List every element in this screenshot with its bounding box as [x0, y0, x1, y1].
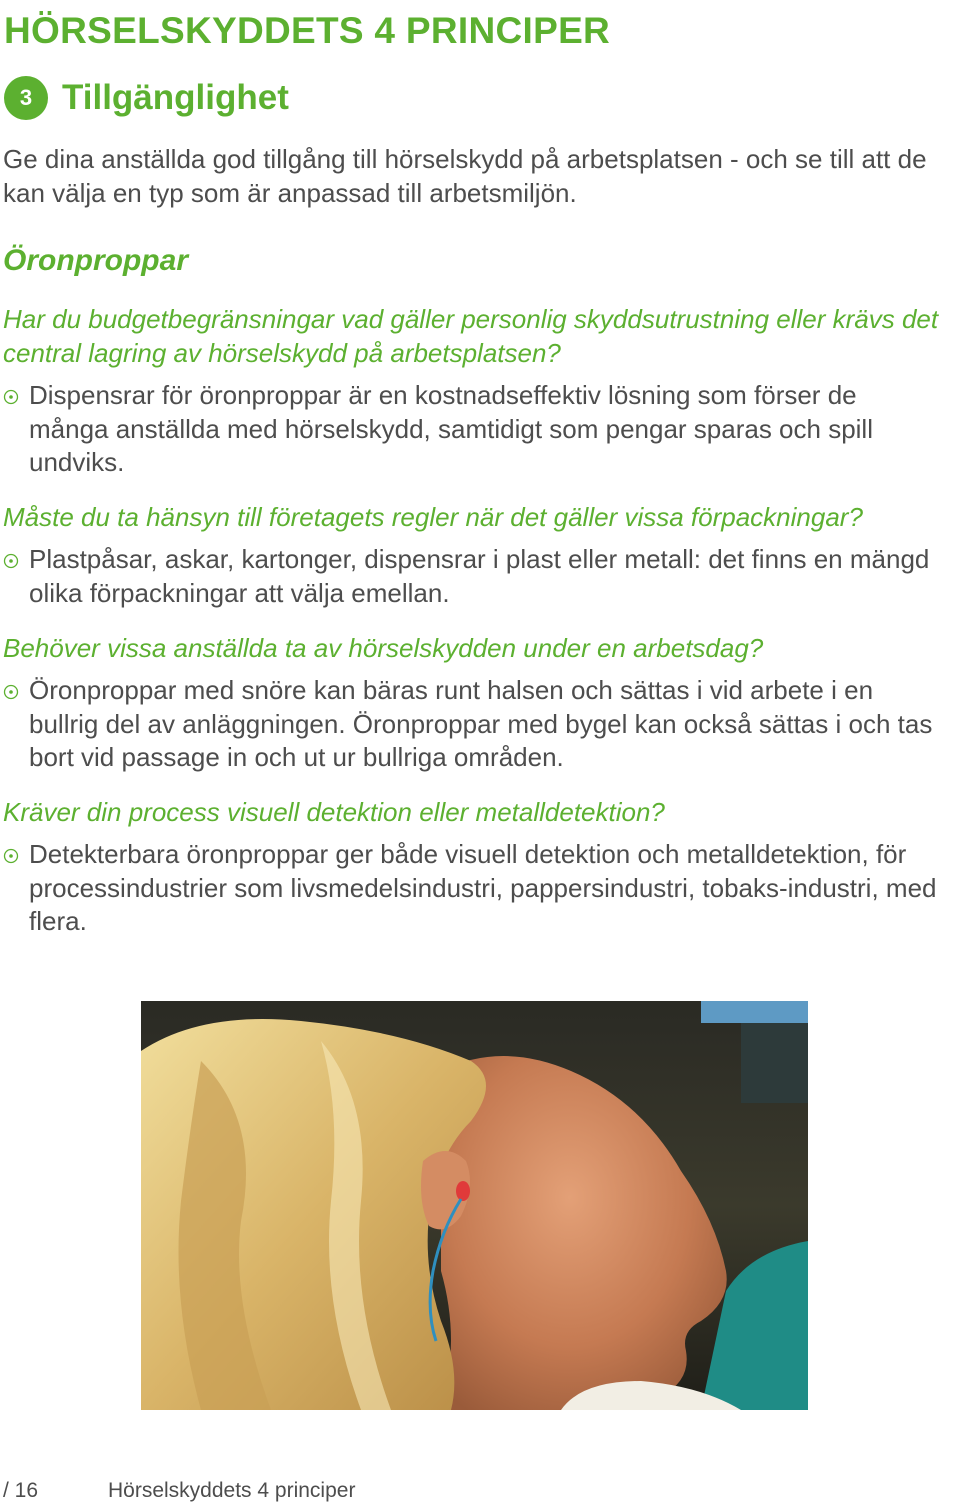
answer-3: [3, 674, 943, 775]
answer-1: [3, 379, 943, 480]
question-3: Behöver vissa anställda ta av hörselskydden under en arbetsdag?: [3, 633, 764, 663]
circle-bullet-icon: [3, 552, 29, 570]
photo-woman-wearing-earplug: [141, 1001, 808, 1410]
answer-4: [3, 838, 943, 939]
answer-4-text: Detekterbara öronproppar ger både visuell detektion och metalldetektion, för processindustrier som livsmedelsindustri, pappersindustri, tobaks-industri, med flera.: [29, 839, 937, 936]
answer-1-text: Dispensrar för öronproppar är en kostnadseffektiv lösning som förser de många anställda med hörselskydd, samtidigt som pengar sparas och spill undviks.: [29, 380, 873, 477]
section-number-badge: 3: [4, 76, 48, 120]
subsection-title: Öronproppar: [3, 244, 188, 277]
answer-3-text: Öronproppar med snöre kan bäras runt halsen och sättas i vid arbete i en bullrig del av anläggningen. Öronproppar med bygel kan också sättas i och tas bort vid passage in och ut ur bullriga områden.: [29, 675, 933, 772]
circle-bullet-icon: [3, 683, 29, 701]
question-4: Kräver din process visuell detektion eller metalldetektion?: [3, 797, 665, 827]
circle-bullet-icon: [3, 388, 29, 406]
question-1: Har du budgetbegränsningar vad gäller personlig skyddsutrustning eller krävs det central lagring av hörselskydd på arbetsplatsen?: [3, 304, 939, 368]
section-title: Tillgänglighet: [62, 78, 289, 117]
answer-2: [3, 543, 943, 610]
section-heading: [4, 75, 289, 121]
page-title: HÖRSELSKYDDETS 4 PRINCIPER: [4, 10, 611, 51]
circle-bullet-icon: [3, 847, 29, 865]
footer-title: Hörselskyddets 4 principer: [108, 1479, 356, 1502]
intro-paragraph: Ge dina anställda god tillgång till hörselskydd på arbetsplatsen - och se till att de kan välja en typ som är anpassad till arbetsmiljön.: [3, 144, 927, 208]
question-2: Måste du ta hänsyn till företagets regler när det gäller vissa förpackningar?: [3, 502, 863, 532]
answer-2-text: Plastpåsar, askar, kartonger, dispensrar i plast eller metall: det finns en mängd olika förpackningar att välja emellan.: [29, 544, 930, 608]
footer-page-number: / 16: [3, 1479, 39, 1502]
